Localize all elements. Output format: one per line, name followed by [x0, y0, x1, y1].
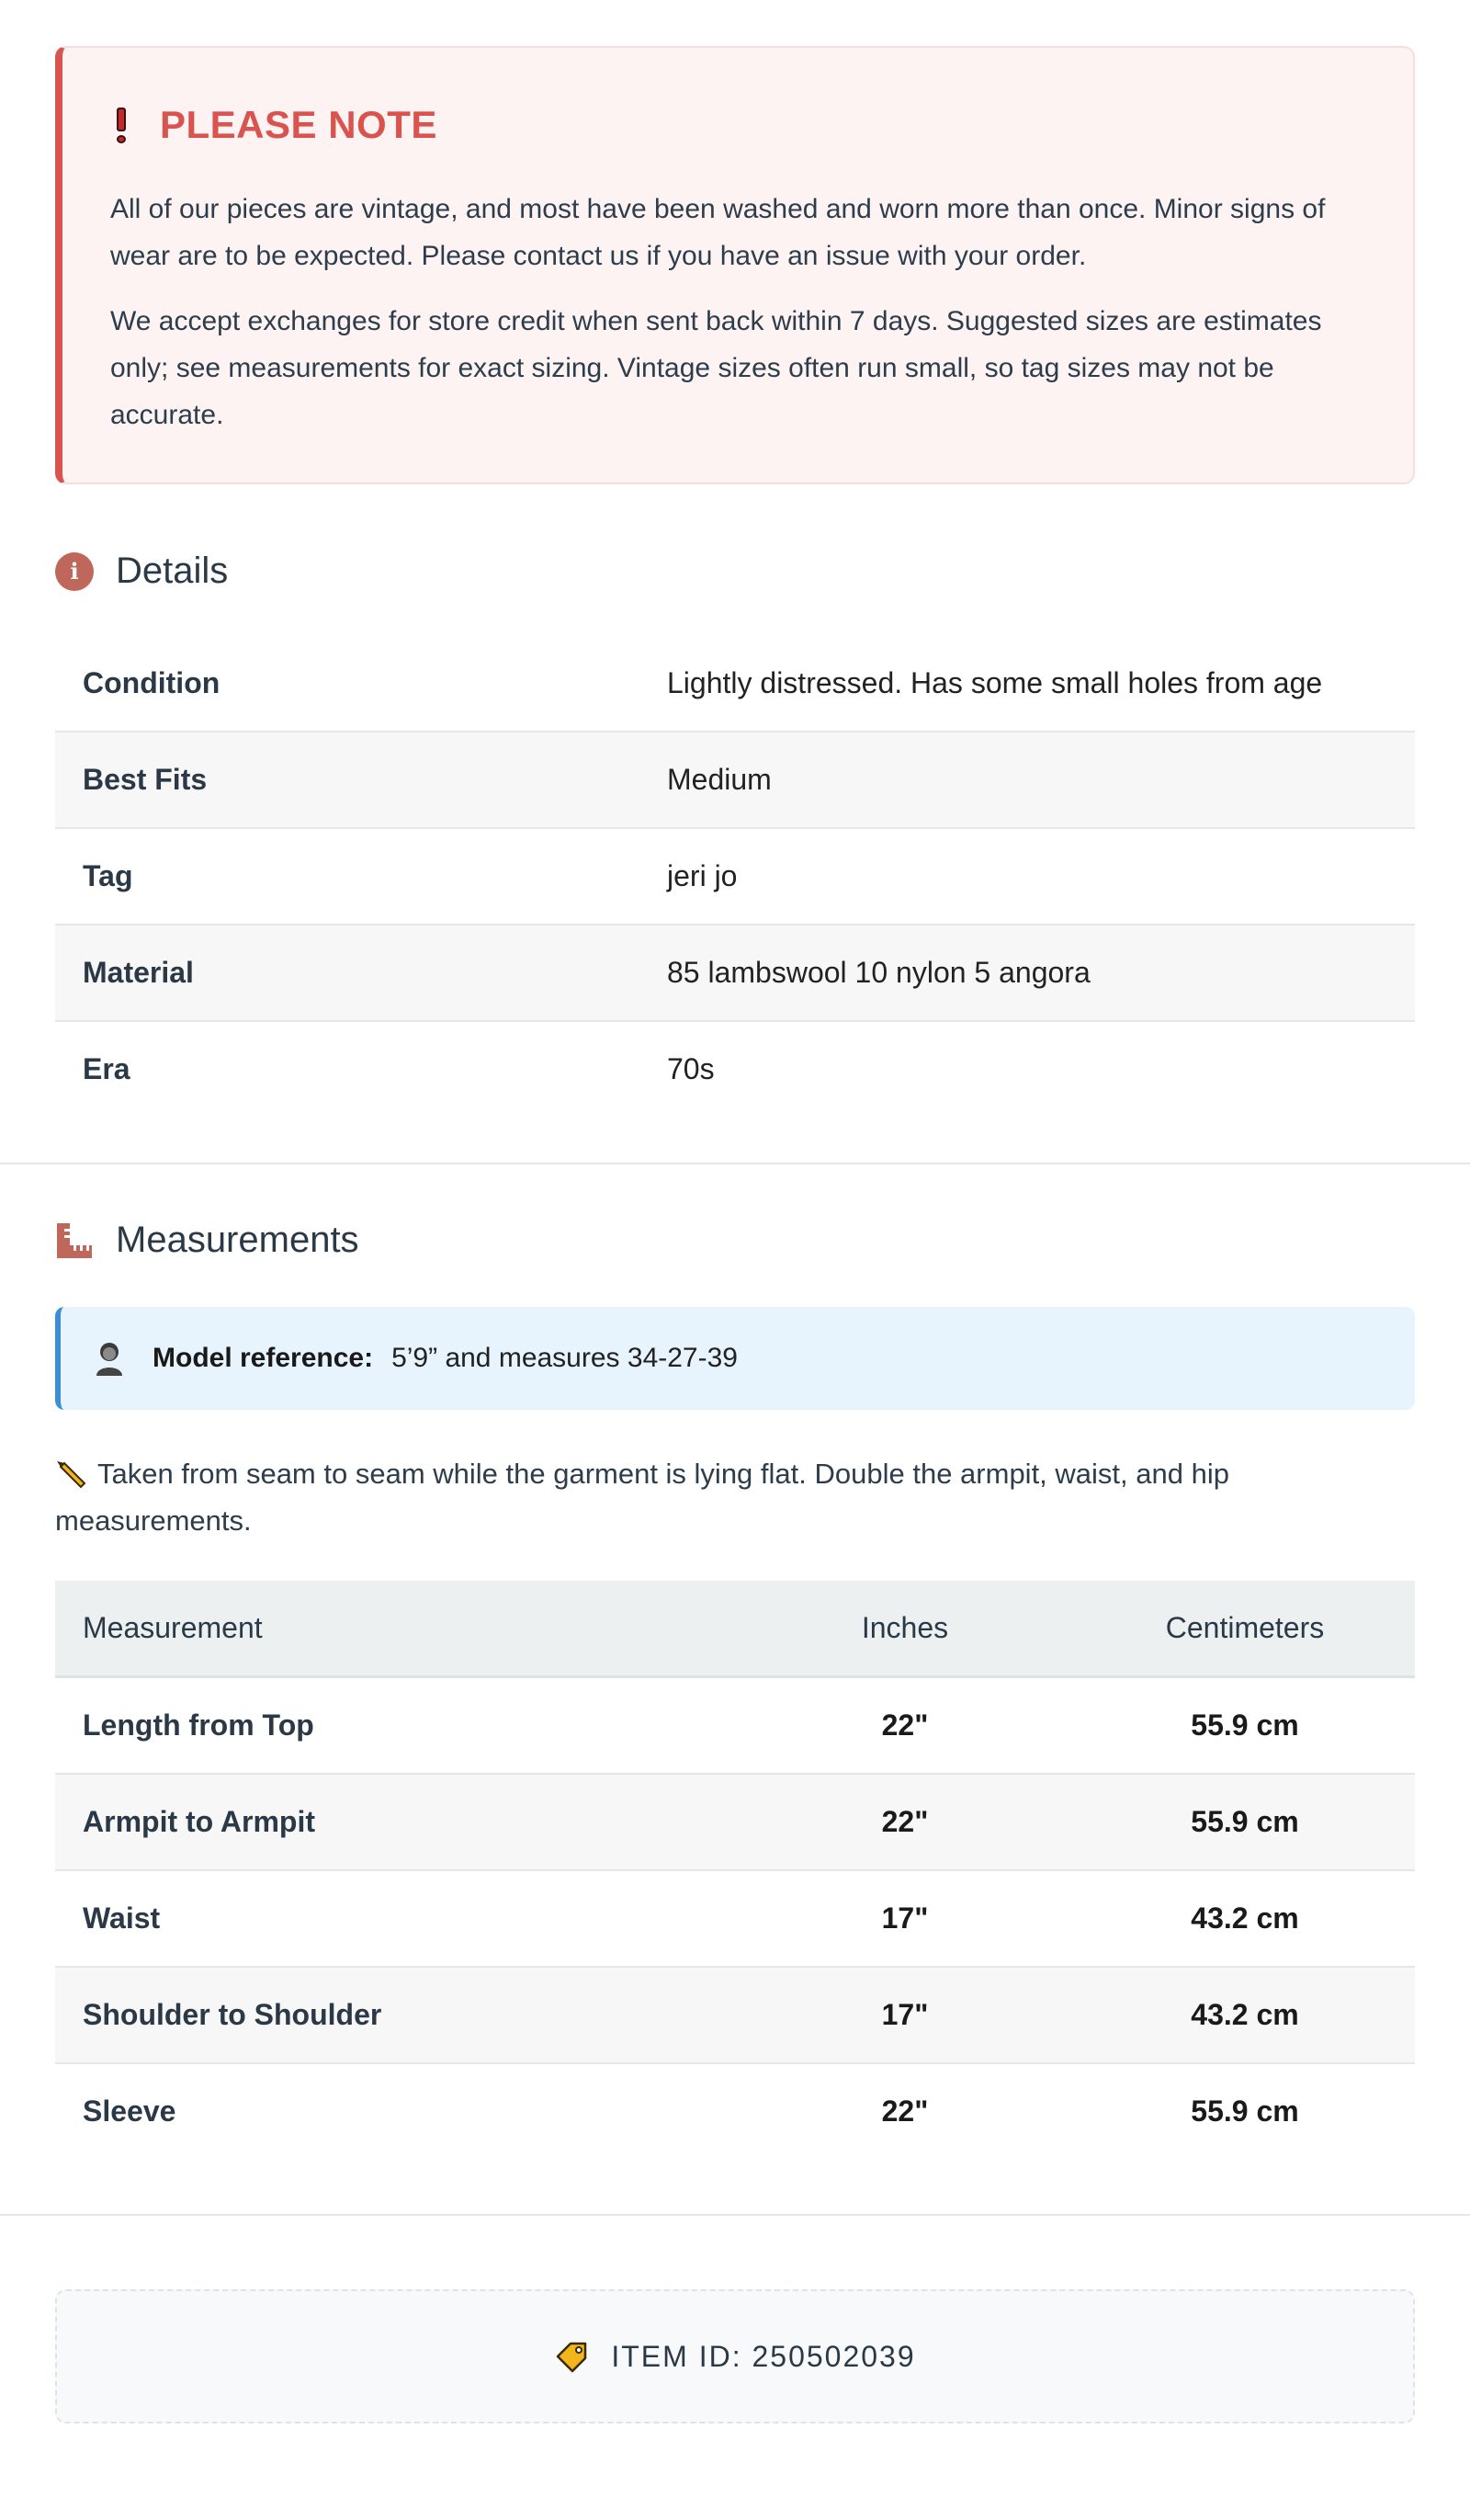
note-paragraph-1: All of our pieces are vintage, and most have been washed and worn more than once. Minor signs of wear are to be expected. Please contact us if you have an issue with your order.: [110, 194, 1326, 271]
model-reference-box: [55, 1307, 1415, 1410]
details-row: [55, 1022, 1415, 1117]
details-value: 70s: [667, 1052, 715, 1085]
measurements-table: [55, 1581, 1415, 2159]
measurement-inches: 17": [881, 1901, 929, 1935]
details-row: [55, 732, 1415, 829]
pencil-icon: [55, 1459, 88, 1493]
person-icon: [94, 1341, 125, 1376]
measurements-section: [0, 1164, 1470, 2159]
measurement-name: Length from Top: [83, 1708, 314, 1742]
ruler-icon: [55, 1221, 94, 1260]
details-row: [55, 925, 1415, 1022]
details-row: [55, 636, 1415, 732]
section-divider: [0, 2214, 1470, 2216]
measurements-title: Measurements: [116, 1220, 359, 1260]
note-paragraph-2: We accept exchanges for store credit when sent back within 7 days. Suggested sizes are estimates only; see measurements for exact sizing. Vintage sizes often run small, so tag sizes may not be accurate.: [110, 306, 1322, 430]
table-row: [55, 1678, 1415, 1775]
details-value: Lightly distressed. Has some small holes from age: [667, 666, 1323, 699]
measurement-instructions: [55, 1450, 1415, 1544]
table-row: [55, 1775, 1415, 1871]
measurement-name: Armpit to Armpit: [83, 1805, 316, 1838]
measurement-cm: 43.2 cm: [1191, 1998, 1299, 2031]
measurement-cm: 43.2 cm: [1191, 1901, 1299, 1935]
measurement-name: Waist: [83, 1901, 161, 1935]
measurements-heading: [55, 1220, 1415, 1261]
details-value: Medium: [667, 763, 772, 796]
details-title: Details: [116, 551, 229, 591]
measurement-inches: 22": [881, 1805, 929, 1838]
product-info: [0, 0, 1470, 1117]
header-centimeters: Centimeters: [1165, 1611, 1325, 1644]
details-key: Best Fits: [83, 763, 208, 796]
please-note-box: [55, 46, 1415, 484]
details-key: Condition: [83, 666, 220, 699]
info-icon: i: [55, 552, 94, 591]
details-key: Era: [83, 1052, 130, 1085]
item-id-section: [0, 2289, 1470, 2424]
note-title: PLEASE NOTE: [160, 103, 437, 146]
table-header-row: [55, 1581, 1415, 1678]
model-reference-label: Model reference:: [153, 1343, 374, 1373]
measurement-inches: 22": [881, 2094, 929, 2128]
exclamation-icon: [110, 108, 132, 143]
measurement-inches: 17": [881, 1998, 929, 2031]
measurement-cm: 55.9 cm: [1191, 1708, 1299, 1742]
measurement-inches: 22": [881, 1708, 929, 1742]
details-row: [55, 829, 1415, 925]
item-id-box: [55, 2289, 1415, 2424]
table-row: [55, 1968, 1415, 2064]
measurement-name: Shoulder to Shoulder: [83, 1998, 382, 2031]
details-heading: [55, 551, 1415, 592]
tag-icon: [554, 2340, 591, 2373]
model-reference-value: 5’9” and measures 34-27-39: [391, 1343, 738, 1373]
measurement-cm: 55.9 cm: [1191, 2094, 1299, 2128]
measurement-cm: 55.9 cm: [1191, 1805, 1299, 1838]
header-inches: Inches: [861, 1611, 949, 1644]
instructions-text: Taken from seam to seam while the garment is lying flat. Double the armpit, waist, and hip measurements.: [55, 1458, 1229, 1537]
details-table: [55, 636, 1415, 1117]
item-id-label: ITEM ID: 250502039: [611, 2339, 916, 2373]
details-value: jeri jo: [667, 859, 738, 892]
details-key: Tag: [83, 859, 133, 892]
details-value: 85 lambswool 10 nylon 5 angora: [667, 956, 1091, 989]
table-row: [55, 2064, 1415, 2159]
measurement-name: Sleeve: [83, 2094, 176, 2128]
table-row: [55, 1871, 1415, 1968]
details-key: Material: [83, 956, 194, 989]
header-measurement: Measurement: [83, 1611, 263, 1644]
note-header: [110, 103, 1365, 147]
